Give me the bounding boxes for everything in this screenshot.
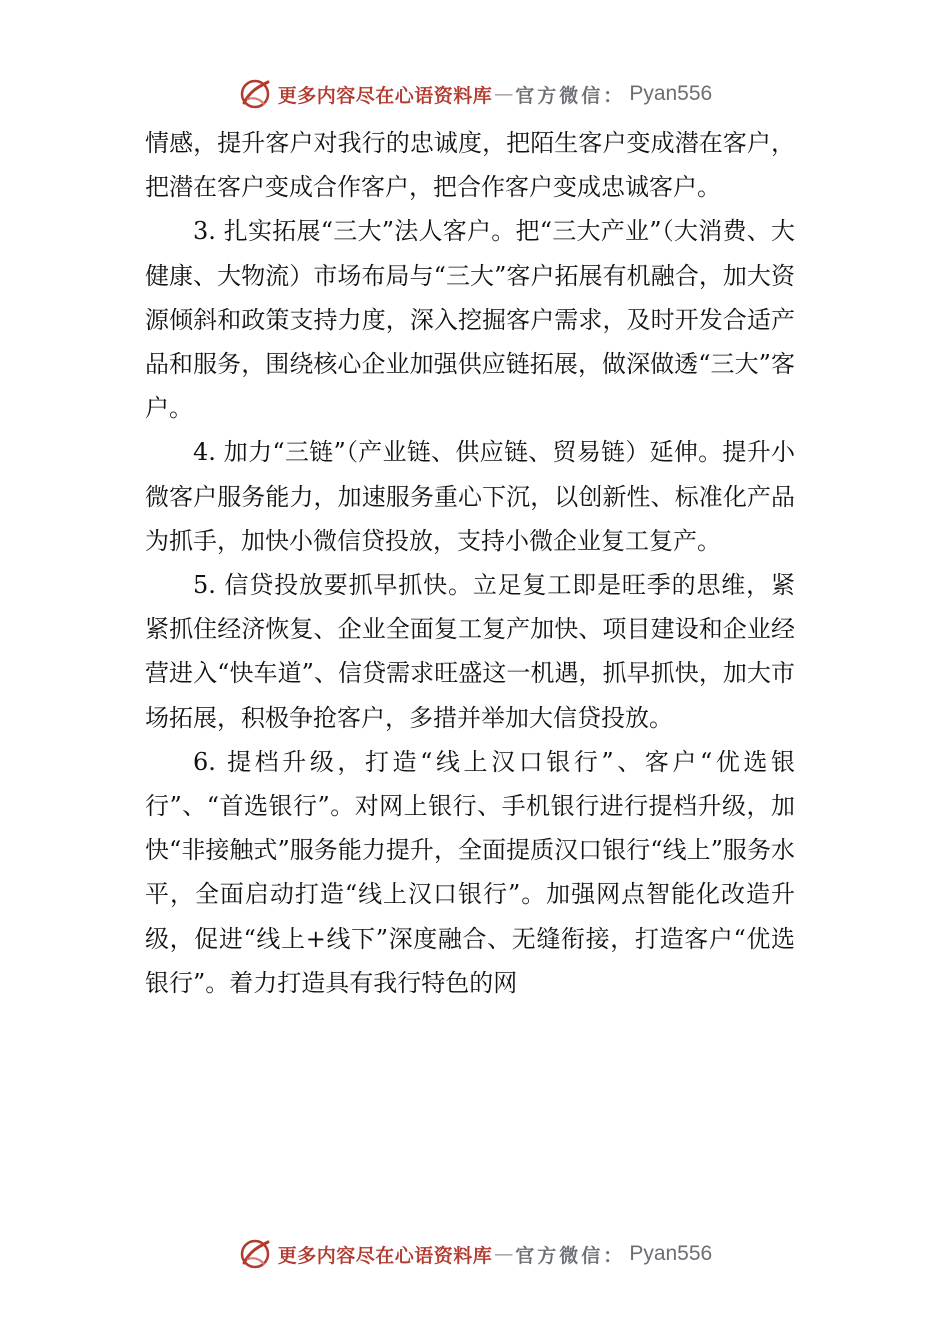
paragraph: 3. 扎实拓展“三大”法人客户。把“三大产业”（大消费、大健康、大物流）市场布局与“三大”客户拓展有机融合，加大资源倾斜和政策支持力度，深入挖掘客户需求，及时开发合适产品和服务，围绕核心企业加强供应链拓展，做深做透“三大”客户。 [145,217,795,423]
footer-banner [0,1234,950,1274]
header-separator: — [494,83,514,105]
logo-icon [238,1237,272,1271]
header-banner [0,74,950,114]
footer-brand: 更多内容尽在心语资料库 [277,1244,493,1267]
header-official-label: 官方微信： [515,84,626,107]
footer-separator: — [494,1243,514,1265]
footer-official-label: 官方微信： [515,1244,626,1267]
paragraph: 4. 加力“三链”（产业链、供应链、贸易链）延伸。提升小微客户服务能力，加速服务重心下沉，以创新性、标准化产品为抓手，加快小微信贷投放，支持小微企业复工复产。 [145,438,795,555]
paragraph: 6. 提档升级，打造“线上汉口银行”、客户“优选银行”、“首选银行”。对网上银行、手机银行进行提档升级，加快“非接触式”服务能力提升，全面提质汉口银行“线上”服务水平，全面启动打造“线上汉口银行”。加强网点智能化改造升级，促进“线上+线下”深度融合、无缝衔接，打造客户“优选银行”。着力打造具有我行特色的网 [145,747,795,997]
header-wechat-id: Pyan556 [629,82,713,105]
paragraph: 5. 信贷投放要抓早抓快。立足复工即是旺季的思维，紧紧抓住经济恢复、企业全面复工复产加快、项目建设和企业经营进入“快车道”、信贷需求旺盛这一机遇，抓早抓快，加大市场拓展，积极争抢客户，多措并举加大信贷投放。 [145,571,795,732]
document-body [145,121,795,1005]
logo-icon [238,77,272,111]
paragraph: 情感，提升客户对我行的忠诚度，把陌生客户变成潜在客户，把潜在客户变成合作客户，把合作客户变成忠诚客户。 [145,129,795,202]
footer-wechat-id: Pyan556 [629,1242,713,1265]
header-brand: 更多内容尽在心语资料库 [277,84,493,107]
